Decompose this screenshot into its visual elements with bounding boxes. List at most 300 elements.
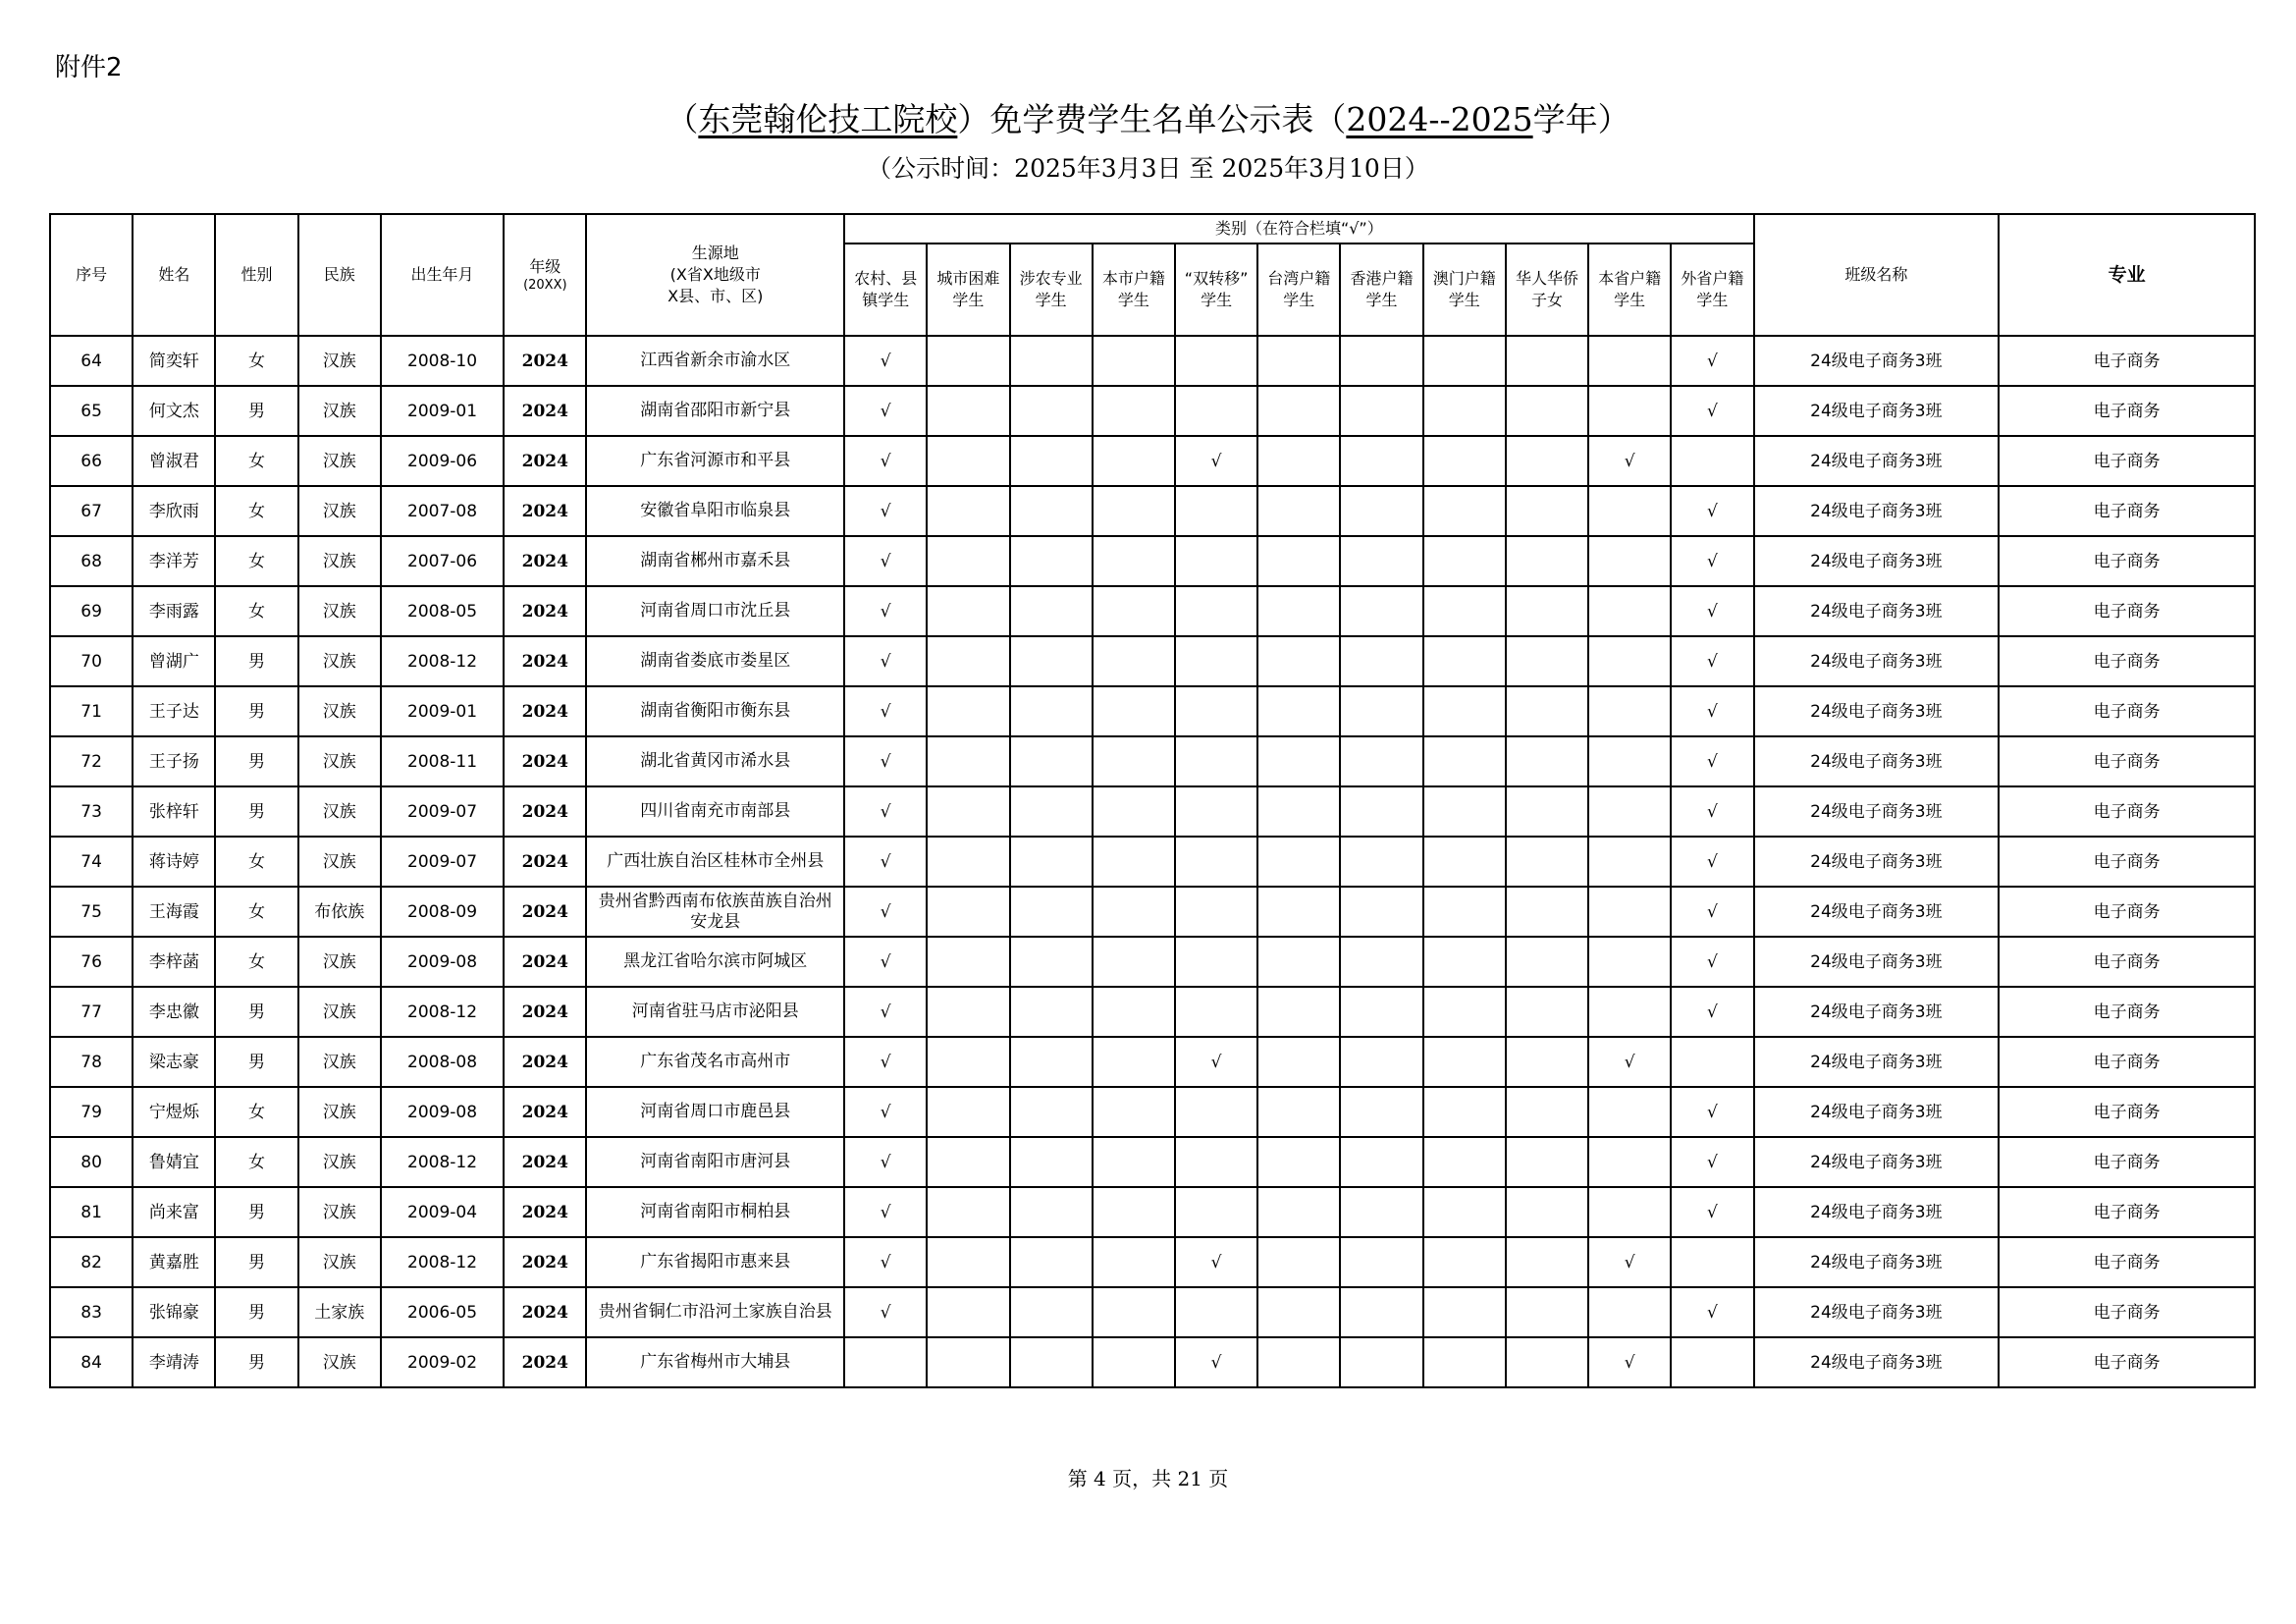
cell-gender: 男	[215, 1187, 297, 1237]
cell-birth: 2008-12	[381, 987, 504, 1037]
cell-ethnicity: 汉族	[298, 1037, 381, 1087]
check-mark: √	[880, 551, 891, 571]
cell-category-4	[1175, 987, 1257, 1037]
cell-category-5	[1257, 1187, 1340, 1237]
cell-category-1	[927, 586, 1009, 636]
cell-gender: 男	[215, 1237, 297, 1287]
cell-gender: 女	[215, 837, 297, 887]
cell-ethnicity: 汉族	[298, 436, 381, 486]
cell-category-2	[1010, 1187, 1093, 1237]
cell-category-4	[1175, 336, 1257, 386]
cell-category-6	[1340, 436, 1422, 486]
cell-category-6	[1340, 1037, 1422, 1087]
cell-gender: 女	[215, 336, 297, 386]
header-category-6	[1340, 244, 1422, 336]
cell-class: 24级电子商务3班	[1754, 1287, 2000, 1337]
table-row	[50, 536, 2255, 586]
cell-category-10	[1671, 436, 1753, 486]
cell-name: 梁志豪	[133, 1037, 215, 1087]
cell-birth: 2008-12	[381, 1237, 504, 1287]
header-name: 姓名	[133, 214, 215, 336]
cell-birth: 2008-12	[381, 1137, 504, 1187]
cell-major: 电子商务	[1999, 887, 2255, 937]
cell-major: 电子商务	[1999, 1337, 2255, 1387]
cell-name: 王海霞	[133, 887, 215, 937]
header-category-1-line2: 学生	[952, 291, 985, 309]
cell-seq: 79	[50, 1087, 133, 1137]
check-mark: √	[1707, 1102, 1718, 1122]
check-mark: √	[880, 1252, 891, 1272]
cell-category-10	[1671, 1287, 1753, 1337]
cell-category-4	[1175, 786, 1257, 837]
cell-category-7	[1423, 336, 1506, 386]
check-mark: √	[1707, 851, 1718, 872]
cell-category-1	[927, 1137, 1009, 1187]
header-category-9-line2: 学生	[1614, 291, 1646, 309]
cell-category-3	[1093, 987, 1175, 1037]
cell-grade: 2024	[504, 386, 586, 436]
header-category-6-line2: 学生	[1365, 291, 1398, 309]
check-mark: √	[1707, 501, 1718, 521]
check-mark: √	[880, 701, 891, 722]
cell-category-6	[1340, 736, 1422, 786]
table-row	[50, 1037, 2255, 1087]
check-mark: √	[1624, 1052, 1635, 1072]
cell-category-5	[1257, 837, 1340, 887]
check-mark: √	[1624, 451, 1635, 471]
cell-category-2	[1010, 937, 1093, 987]
cell-gender: 女	[215, 486, 297, 536]
cell-category-6	[1340, 336, 1422, 386]
cell-origin: 湖南省邵阳市新宁县	[586, 386, 844, 436]
cell-category-10	[1671, 586, 1753, 636]
cell-birth: 2009-02	[381, 1337, 504, 1387]
header-birth: 出生年月	[381, 214, 504, 336]
cell-category-3	[1093, 1287, 1175, 1337]
cell-category-8	[1506, 736, 1588, 786]
cell-birth: 2009-08	[381, 937, 504, 987]
check-mark: √	[880, 1001, 891, 1022]
cell-origin: 河南省周口市鹿邑县	[586, 1087, 844, 1137]
cell-class: 24级电子商务3班	[1754, 536, 2000, 586]
cell-category-3	[1093, 1337, 1175, 1387]
cell-major: 电子商务	[1999, 686, 2255, 736]
header-category-4-line1: “双转移”	[1184, 269, 1249, 288]
table-row	[50, 636, 2255, 686]
cell-grade: 2024	[504, 586, 586, 636]
cell-category-0	[844, 1287, 927, 1337]
cell-ethnicity: 汉族	[298, 686, 381, 736]
cell-class: 24级电子商务3班	[1754, 786, 2000, 837]
cell-category-4	[1175, 536, 1257, 586]
header-category-0-line1: 农村、县	[854, 269, 918, 288]
check-mark: √	[880, 901, 891, 922]
cell-name: 何文杰	[133, 386, 215, 436]
cell-category-9	[1588, 1087, 1671, 1137]
cell-gender: 男	[215, 987, 297, 1037]
cell-category-7	[1423, 887, 1506, 937]
cell-category-3	[1093, 887, 1175, 937]
cell-category-7	[1423, 736, 1506, 786]
cell-category-9	[1588, 837, 1671, 887]
header-category-0	[844, 244, 927, 336]
cell-category-9	[1588, 1037, 1671, 1087]
cell-category-5	[1257, 1137, 1340, 1187]
cell-grade: 2024	[504, 987, 586, 1037]
cell-category-1	[927, 736, 1009, 786]
header-category-6-line1: 香港户籍	[1350, 269, 1414, 288]
cell-category-2	[1010, 386, 1093, 436]
cell-category-9	[1588, 536, 1671, 586]
cell-ethnicity: 汉族	[298, 736, 381, 786]
cell-category-7	[1423, 786, 1506, 837]
cell-category-6	[1340, 586, 1422, 636]
cell-category-0	[844, 336, 927, 386]
cell-category-0	[844, 786, 927, 837]
cell-category-1	[927, 987, 1009, 1037]
table-row	[50, 336, 2255, 386]
cell-name: 黄嘉胜	[133, 1237, 215, 1287]
title-suffix: 学年）	[1532, 100, 1630, 138]
table-row	[50, 1137, 2255, 1187]
cell-category-2	[1010, 586, 1093, 636]
cell-seq: 76	[50, 937, 133, 987]
cell-seq: 66	[50, 436, 133, 486]
cell-gender: 男	[215, 736, 297, 786]
cell-category-8	[1506, 336, 1588, 386]
cell-name: 蒋诗婷	[133, 837, 215, 887]
cell-category-0	[844, 887, 927, 937]
cell-category-1	[927, 636, 1009, 686]
cell-origin: 广东省揭阳市惠来县	[586, 1237, 844, 1287]
cell-category-1	[927, 386, 1009, 436]
check-mark: √	[880, 751, 891, 772]
cell-seq: 64	[50, 336, 133, 386]
header-category-1	[927, 244, 1009, 336]
cell-category-2	[1010, 686, 1093, 736]
cell-category-1	[927, 887, 1009, 937]
header-category-5-line2: 学生	[1283, 291, 1315, 309]
check-mark: √	[1707, 401, 1718, 421]
cell-category-1	[927, 837, 1009, 887]
cell-gender: 男	[215, 386, 297, 436]
cell-grade: 2024	[504, 486, 586, 536]
cell-birth: 2009-01	[381, 686, 504, 736]
cell-class: 24级电子商务3班	[1754, 837, 2000, 887]
cell-category-6	[1340, 1287, 1422, 1337]
cell-ethnicity: 土家族	[298, 1287, 381, 1337]
cell-category-6	[1340, 686, 1422, 736]
cell-class: 24级电子商务3班	[1754, 636, 2000, 686]
cell-major: 电子商务	[1999, 336, 2255, 386]
cell-seq: 65	[50, 386, 133, 436]
cell-category-1	[927, 536, 1009, 586]
cell-birth: 2009-07	[381, 786, 504, 837]
cell-seq: 72	[50, 736, 133, 786]
cell-gender: 女	[215, 436, 297, 486]
check-mark: √	[880, 1052, 891, 1072]
cell-category-10	[1671, 1137, 1753, 1187]
cell-seq: 77	[50, 987, 133, 1037]
cell-ethnicity: 汉族	[298, 837, 381, 887]
cell-gender: 女	[215, 536, 297, 586]
cell-gender: 女	[215, 586, 297, 636]
cell-category-6	[1340, 987, 1422, 1037]
cell-category-1	[927, 937, 1009, 987]
cell-category-10	[1671, 937, 1753, 987]
cell-category-1	[927, 436, 1009, 486]
cell-major: 电子商务	[1999, 1037, 2255, 1087]
cell-category-7	[1423, 686, 1506, 736]
cell-category-10	[1671, 636, 1753, 686]
cell-category-2	[1010, 536, 1093, 586]
table-row	[50, 486, 2255, 536]
cell-category-3	[1093, 1187, 1175, 1237]
cell-category-8	[1506, 786, 1588, 837]
cell-category-2	[1010, 1237, 1093, 1287]
cell-category-10	[1671, 1187, 1753, 1237]
cell-category-7	[1423, 1037, 1506, 1087]
cell-class: 24级电子商务3班	[1754, 1087, 2000, 1137]
cell-category-8	[1506, 1187, 1588, 1237]
header-major: 专业	[1999, 214, 2255, 336]
check-mark: √	[1210, 1052, 1222, 1072]
check-mark: √	[880, 1102, 891, 1122]
cell-category-6	[1340, 1237, 1422, 1287]
cell-category-2	[1010, 336, 1093, 386]
header-category-5	[1257, 244, 1340, 336]
cell-category-5	[1257, 937, 1340, 987]
cell-ethnicity: 汉族	[298, 937, 381, 987]
cell-category-6	[1340, 937, 1422, 987]
cell-category-5	[1257, 786, 1340, 837]
cell-category-1	[927, 686, 1009, 736]
check-mark: √	[1707, 1152, 1718, 1172]
cell-gender: 女	[215, 1087, 297, 1137]
cell-origin: 湖南省郴州市嘉禾县	[586, 536, 844, 586]
header-grade-line1: 年级	[529, 257, 561, 276]
cell-category-3	[1093, 1037, 1175, 1087]
table-row	[50, 887, 2255, 937]
cell-category-8	[1506, 686, 1588, 736]
cell-birth: 2009-04	[381, 1187, 504, 1237]
header-category-3-line1: 本市户籍	[1101, 269, 1165, 288]
cell-name: 宁煜烁	[133, 1087, 215, 1137]
cell-origin: 江西省新余市渝水区	[586, 336, 844, 386]
cell-category-7	[1423, 436, 1506, 486]
header-category-2	[1010, 244, 1093, 336]
cell-class: 24级电子商务3班	[1754, 1137, 2000, 1187]
cell-category-1	[927, 786, 1009, 837]
cell-category-10	[1671, 386, 1753, 436]
cell-name: 王子达	[133, 686, 215, 736]
header-class-name: 班级名称	[1754, 214, 2000, 336]
cell-category-2	[1010, 636, 1093, 686]
table-row	[50, 386, 2255, 436]
cell-class: 24级电子商务3班	[1754, 686, 2000, 736]
cell-category-0	[844, 436, 927, 486]
cell-birth: 2009-01	[381, 386, 504, 436]
cell-gender: 女	[215, 887, 297, 937]
table-row	[50, 786, 2255, 837]
header-category-group: 类别（在符合栏填“√”）	[844, 214, 1753, 244]
cell-class: 24级电子商务3班	[1754, 586, 2000, 636]
cell-category-7	[1423, 636, 1506, 686]
header-ethnicity: 民族	[298, 214, 381, 336]
cell-category-9	[1588, 1237, 1671, 1287]
cell-grade: 2024	[504, 1037, 586, 1087]
check-mark: √	[880, 601, 891, 622]
header-category-8-line1: 华人华侨	[1515, 269, 1578, 288]
cell-birth: 2008-05	[381, 586, 504, 636]
cell-category-9	[1588, 436, 1671, 486]
header-category-7	[1423, 244, 1506, 336]
cell-name: 张梓轩	[133, 786, 215, 837]
cell-category-7	[1423, 536, 1506, 586]
cell-ethnicity: 汉族	[298, 636, 381, 686]
cell-category-7	[1423, 837, 1506, 887]
cell-category-3	[1093, 1237, 1175, 1287]
cell-category-8	[1506, 586, 1588, 636]
cell-grade: 2024	[504, 1237, 586, 1287]
cell-category-4	[1175, 436, 1257, 486]
cell-category-3	[1093, 586, 1175, 636]
cell-category-5	[1257, 887, 1340, 937]
cell-birth: 2008-09	[381, 887, 504, 937]
header-category-9-line1: 本省户籍	[1598, 269, 1662, 288]
cell-category-2	[1010, 736, 1093, 786]
check-mark: √	[1707, 651, 1718, 672]
cell-category-4	[1175, 486, 1257, 536]
cell-major: 电子商务	[1999, 536, 2255, 586]
cell-category-8	[1506, 1087, 1588, 1137]
cell-ethnicity: 汉族	[298, 536, 381, 586]
cell-seq: 73	[50, 786, 133, 837]
cell-category-2	[1010, 887, 1093, 937]
cell-category-3	[1093, 436, 1175, 486]
check-mark: √	[1707, 1202, 1718, 1222]
check-mark: √	[1707, 751, 1718, 772]
cell-category-3	[1093, 736, 1175, 786]
cell-ethnicity: 汉族	[298, 1087, 381, 1137]
cell-origin: 河南省南阳市桐柏县	[586, 1187, 844, 1237]
cell-origin: 广东省茂名市高州市	[586, 1037, 844, 1087]
cell-category-4	[1175, 937, 1257, 987]
cell-origin: 广东省梅州市大埔县	[586, 1337, 844, 1387]
table-row	[50, 1087, 2255, 1137]
cell-category-4	[1175, 1037, 1257, 1087]
cell-category-1	[927, 486, 1009, 536]
cell-category-6	[1340, 1337, 1422, 1387]
cell-category-0	[844, 486, 927, 536]
cell-grade: 2024	[504, 1337, 586, 1387]
check-mark: √	[880, 351, 891, 371]
cell-birth: 2008-12	[381, 636, 504, 686]
table-row	[50, 937, 2255, 987]
cell-category-4	[1175, 636, 1257, 686]
cell-category-2	[1010, 1037, 1093, 1087]
cell-category-6	[1340, 636, 1422, 686]
cell-ethnicity: 汉族	[298, 586, 381, 636]
header-category-7-line1: 澳门户籍	[1432, 269, 1496, 288]
table-row	[50, 586, 2255, 636]
header-category-8	[1506, 244, 1588, 336]
cell-category-0	[844, 686, 927, 736]
cell-category-3	[1093, 937, 1175, 987]
cell-category-0	[844, 586, 927, 636]
cell-category-6	[1340, 837, 1422, 887]
cell-seq: 70	[50, 636, 133, 686]
cell-category-8	[1506, 636, 1588, 686]
cell-name: 李雨露	[133, 586, 215, 636]
table-row	[50, 1237, 2255, 1287]
cell-category-10	[1671, 486, 1753, 536]
cell-category-2	[1010, 1287, 1093, 1337]
cell-seq: 84	[50, 1337, 133, 1387]
cell-category-1	[927, 1287, 1009, 1337]
check-mark: √	[880, 451, 891, 471]
cell-seq: 71	[50, 686, 133, 736]
cell-category-10	[1671, 1037, 1753, 1087]
cell-major: 电子商务	[1999, 1287, 2255, 1337]
header-category-10-line1: 外省户籍	[1681, 269, 1744, 288]
cell-grade: 2024	[504, 536, 586, 586]
cell-major: 电子商务	[1999, 436, 2255, 486]
cell-category-5	[1257, 536, 1340, 586]
cell-category-1	[927, 1337, 1009, 1387]
page-subtitle: （公示时间：2025年3月3日 至 2025年3月10日）	[867, 154, 1429, 183]
cell-ethnicity: 汉族	[298, 486, 381, 536]
cell-ethnicity: 汉族	[298, 987, 381, 1037]
cell-category-5	[1257, 1287, 1340, 1337]
check-mark: √	[1210, 451, 1222, 471]
cell-category-8	[1506, 436, 1588, 486]
cell-category-8	[1506, 536, 1588, 586]
cell-name: 李忠徽	[133, 987, 215, 1037]
cell-birth: 2007-06	[381, 536, 504, 586]
cell-name: 张锦豪	[133, 1287, 215, 1337]
cell-category-7	[1423, 386, 1506, 436]
cell-name: 李洋芳	[133, 536, 215, 586]
cell-category-5	[1257, 486, 1340, 536]
cell-category-9	[1588, 686, 1671, 736]
cell-category-5	[1257, 987, 1340, 1037]
cell-category-2	[1010, 436, 1093, 486]
cell-grade: 2024	[504, 736, 586, 786]
header-category-0-line2: 镇学生	[862, 291, 910, 309]
page-footer: 第 4 页，共 21 页	[1067, 1467, 1229, 1490]
check-mark: √	[1707, 1001, 1718, 1022]
cell-major: 电子商务	[1999, 736, 2255, 786]
check-mark: √	[1707, 551, 1718, 571]
cell-ethnicity: 汉族	[298, 1187, 381, 1237]
cell-grade: 2024	[504, 1087, 586, 1137]
cell-category-8	[1506, 1037, 1588, 1087]
check-mark: √	[1707, 1302, 1718, 1323]
cell-category-5	[1257, 336, 1340, 386]
cell-origin: 安徽省阜阳市临泉县	[586, 486, 844, 536]
check-mark: √	[880, 1302, 891, 1323]
cell-category-10	[1671, 786, 1753, 837]
cell-category-8	[1506, 1337, 1588, 1387]
cell-seq: 78	[50, 1037, 133, 1087]
cell-class: 24级电子商务3班	[1754, 937, 2000, 987]
cell-category-8	[1506, 1237, 1588, 1287]
cell-name: 曾湖广	[133, 636, 215, 686]
cell-category-2	[1010, 987, 1093, 1037]
header-category-4-line2: 学生	[1201, 291, 1233, 309]
cell-category-8	[1506, 486, 1588, 536]
